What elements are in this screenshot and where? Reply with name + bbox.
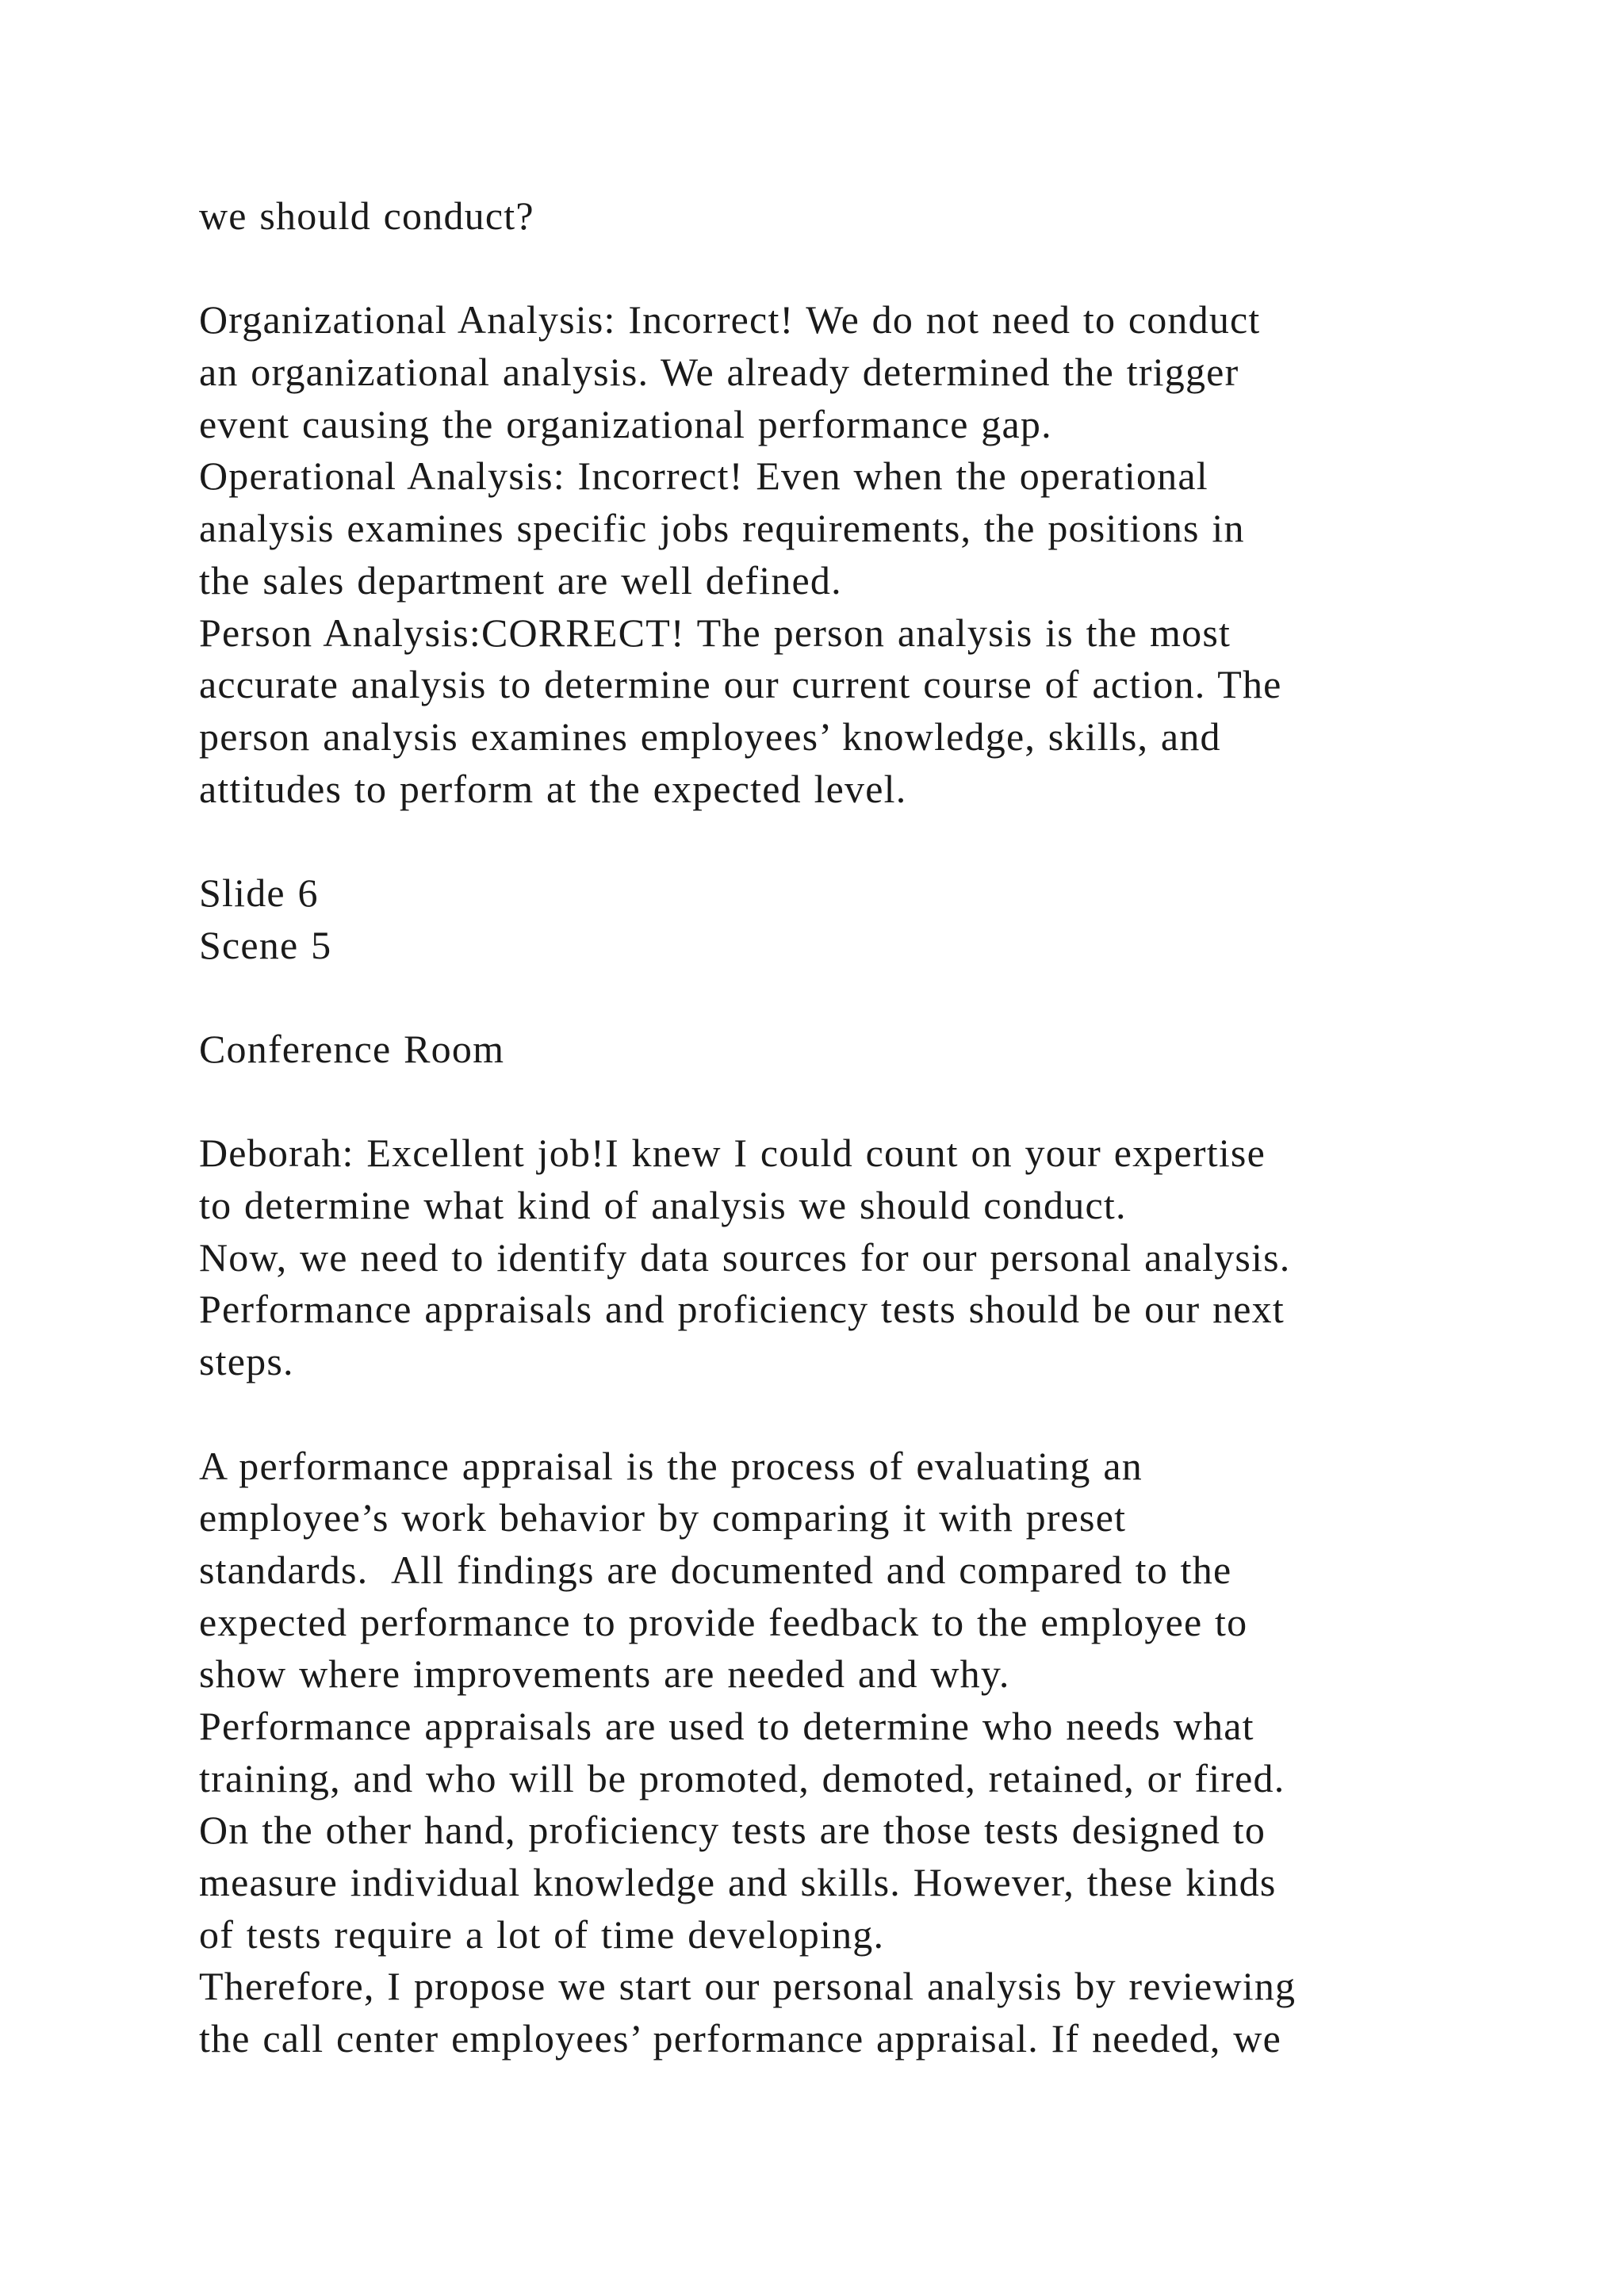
text-line: attitudes to perform at the expected level. (199, 766, 907, 811)
text-line: show where improvements are needed and why. (199, 1651, 1010, 1697)
text-line: Therefore, I propose we start our personal analysis by reviewing (199, 1964, 1297, 2009)
text-line: Organizational Analysis: Incorrect! We do not need to conduct (199, 297, 1261, 342)
text-line: person analysis examines employees’ knowledge, skills, and (199, 714, 1221, 759)
blank-line (199, 243, 1468, 295)
blank-line (199, 815, 1468, 867)
text-line: A performance appraisal is the process of evaluating an (199, 1443, 1143, 1488)
blank-line (199, 1076, 1468, 1128)
text-line: On the other hand, proficiency tests are those tests designed to (199, 1808, 1266, 1853)
text-line: accurate analysis to determine our current course of action. The (199, 662, 1282, 707)
text-line: the call center employees’ performance appraisal. If needed, we (199, 2016, 1281, 2061)
text-line: expected performance to provide feedback to the employee to (199, 1599, 1248, 1644)
text-line: Operational Analysis: Incorrect! Even when the operational (199, 453, 1208, 499)
scene-number: Scene 5 (199, 922, 332, 967)
text-line: training, and who will be promoted, demoted, retained, or fired. (199, 1755, 1285, 1800)
text-line: Now, we need to identify data sources for our personal analysis. (199, 1234, 1291, 1280)
text-line: standards. All findings are documented and compared to the (199, 1547, 1232, 1592)
text-line: steps. (199, 1339, 294, 1384)
text-line: we should conduct? (199, 193, 534, 238)
text-line: employee’s work behavior by comparing it with preset (199, 1495, 1127, 1540)
blank-line (199, 971, 1468, 1024)
text-line: an organizational analysis. We already determined the trigger (199, 350, 1239, 395)
text-line: the sales department are well defined. (199, 557, 842, 603)
slide-number: Slide 6 (199, 870, 319, 915)
text-line: Performance appraisals and proficiency tests should be our next (199, 1287, 1285, 1332)
text-line: of tests require a lot of time developing. (199, 1911, 885, 1957)
text-line: Person Analysis:CORRECT! The person analysis is the most (199, 610, 1231, 655)
text-line: event causing the organizational performance gap. (199, 401, 1052, 446)
location-heading: Conference Room (199, 1027, 505, 1071)
text-line: analysis examines specific jobs requirements, the positions in (199, 506, 1245, 551)
text-line: Performance appraisals are used to determine who needs what (199, 1703, 1254, 1748)
text-line: to determine what kind of analysis we should conduct. (199, 1183, 1127, 1228)
blank-line (199, 1388, 1468, 1441)
text-line: Deborah: Excellent job!I knew I could count on your expertise (199, 1131, 1266, 1176)
text-line: measure individual knowledge and skills. However, these kinds (199, 1860, 1277, 1904)
document-body (199, 190, 1468, 2065)
